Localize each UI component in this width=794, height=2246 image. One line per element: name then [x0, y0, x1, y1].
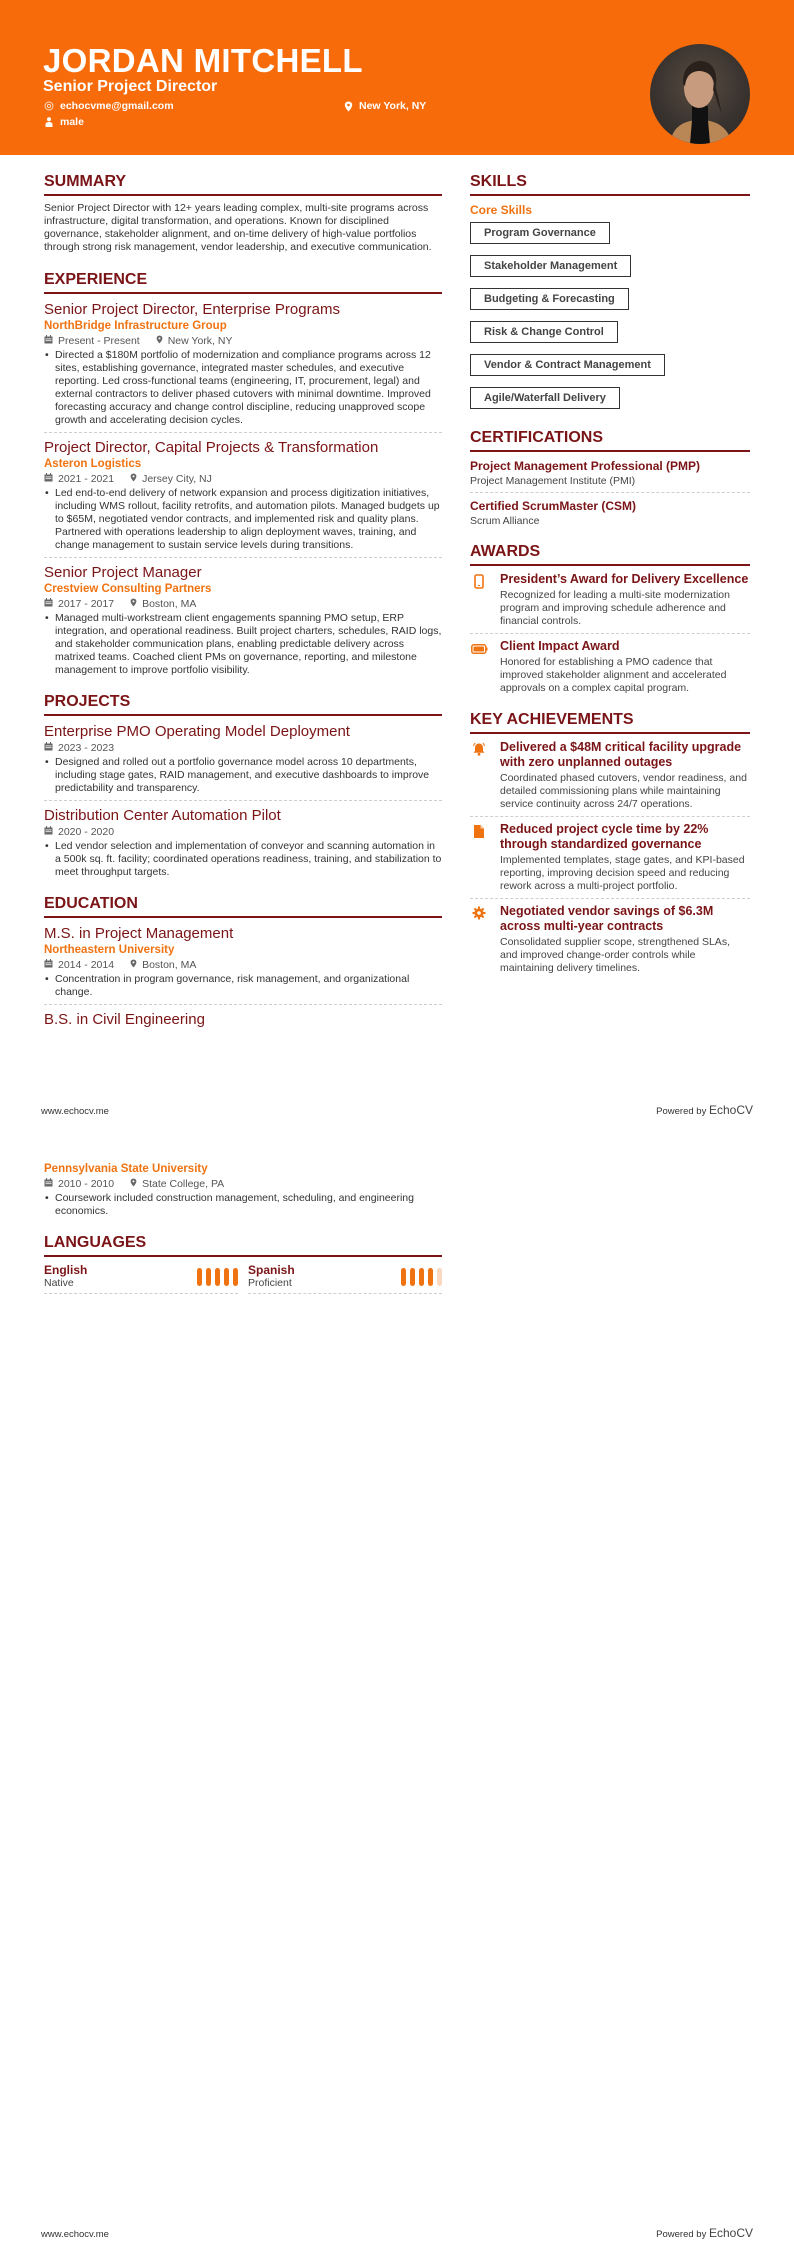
certifications-section	[470, 428, 750, 532]
achievement-item	[470, 904, 750, 980]
education-meta	[44, 1178, 442, 1191]
education-entry	[44, 924, 442, 1005]
project-entry	[44, 722, 442, 801]
school-name: Pennsylvania State University	[44, 1163, 208, 1175]
education-location: State College, PA	[142, 1178, 225, 1190]
company-name: Asteron Logistics	[44, 458, 142, 470]
footer-powered	[656, 1103, 753, 1117]
project-dates: 2020 - 2020	[58, 826, 115, 838]
project-meta	[44, 742, 442, 755]
bell-icon	[472, 742, 486, 811]
skill-tag: Vendor & Contract Management	[470, 354, 665, 376]
gender-text: male	[60, 116, 84, 128]
education-meta	[44, 959, 442, 972]
calendar-icon	[44, 826, 53, 839]
education-entry-continued	[44, 1162, 442, 1223]
resume-header	[0, 0, 794, 155]
calendar-icon	[44, 742, 53, 755]
school-name: Northeastern University	[44, 944, 175, 956]
award-item	[470, 572, 750, 634]
projects-section	[44, 692, 442, 884]
project-title: Distribution Center Automation Pilot	[44, 807, 281, 824]
left-column-continued	[44, 1162, 442, 1294]
award-description: Honored for establishing a PMO cadence that improved stakeholder alignment and accelerated approvals on a complex capital program.	[500, 656, 727, 694]
skills-group-title: Core Skills	[470, 203, 533, 217]
summary-section	[44, 172, 442, 254]
certification-item	[470, 458, 750, 493]
degree-title: B.S. in Civil Engineering	[44, 1011, 205, 1028]
achievement-item	[470, 740, 750, 817]
education-description: • Concentration in program governance, risk management, and organizational change.	[44, 973, 442, 999]
languages-heading: LANGUAGES	[44, 1233, 442, 1257]
job-meta	[44, 335, 442, 348]
page-footer	[41, 2226, 753, 2240]
summary-heading: SUMMARY	[44, 172, 442, 196]
contact-gender	[44, 115, 84, 129]
language-name: Spanish	[248, 1263, 295, 1277]
achievement-title: Delivered a $48M critical facility upgrade with zero unplanned outages	[500, 740, 742, 769]
certification-issuer: Scrum Alliance	[470, 515, 540, 527]
education-location: Boston, MA	[142, 959, 197, 971]
achievement-description: Implemented templates, stage gates, and KPI-based reporting, improving decision speed and reducing rework across a multi-project portfolio.	[500, 854, 745, 892]
skill-tag: Program Governance	[470, 222, 610, 244]
experience-entry	[44, 438, 442, 558]
achievements-heading: KEY ACHIEVEMENTS	[470, 710, 750, 734]
language-item	[44, 1263, 238, 1294]
experience-heading: EXPERIENCE	[44, 270, 442, 294]
job-title: Senior Project Manager	[44, 564, 202, 581]
proficiency-bar	[215, 1268, 220, 1286]
job-dates: 2021 - 2021	[58, 473, 115, 485]
map-pin-icon	[156, 335, 163, 348]
map-pin-icon	[343, 101, 353, 111]
language-proficiency-bars	[401, 1268, 442, 1286]
document-icon	[473, 824, 485, 893]
job-description: • Managed multi-workstream client engagements spanning PMO setup, ERP integration, and operational readiness. Built project charters, schedules, RAID logs, and stakeholder communication plans, enabling predictable delivery across matrixed teams. Coached client PMs on governance, reporting, and milestone management to improve portfolio visibility.	[44, 612, 442, 677]
email-text: echocvme@gmail.com	[60, 100, 174, 112]
project-meta	[44, 826, 442, 839]
proficiency-bar	[401, 1268, 406, 1286]
education-dates: 2014 - 2014	[58, 959, 115, 971]
achievement-title: Negotiated vendor savings of $6.3M across multi-year contracts	[500, 904, 714, 933]
contact-location	[343, 99, 426, 113]
page-footer	[41, 1103, 753, 1117]
experience-section	[44, 270, 442, 682]
project-description: • Designed and rolled out a portfolio governance model across 10 departments, including stage gates, RAID management, and executive dashboards to improve predictability and transparency.	[44, 756, 442, 795]
language-proficiency-bars	[197, 1268, 238, 1286]
job-description: • Led end-to-end delivery of network expansion and process digitization initiatives, including WMS rollout, facility retrofits, and automation pilots. Managed budgets up to $65M, negotiated vendor contracts, and implemented risk and quality plans. Partnered with operations leadership to align deployment waves, training, and change management to sustain service levels during transitions.	[44, 487, 442, 552]
proficiency-bar	[197, 1268, 202, 1286]
achievement-description: Consolidated supplier scope, strengthened SLAs, and improved change-order controls while maintaining delivery timelines.	[500, 936, 730, 974]
proficiency-bar	[419, 1268, 424, 1286]
education-heading: EDUCATION	[44, 894, 442, 918]
footer-brand: EchoCV	[708, 1103, 753, 1117]
job-location: Jersey City, NJ	[142, 473, 212, 485]
languages-section	[44, 1233, 442, 1294]
company-name: NorthBridge Infrastructure Group	[44, 320, 227, 332]
education-description: • Coursework included construction management, scheduling, and engineering economics.	[44, 1192, 442, 1218]
degree-title: M.S. in Project Management	[44, 925, 234, 942]
project-dates: 2023 - 2023	[58, 742, 115, 754]
projects-heading: PROJECTS	[44, 692, 442, 716]
at-icon	[44, 101, 54, 111]
language-item	[248, 1263, 442, 1294]
footer-brand: EchoCV	[708, 2226, 753, 2240]
skill-tag: Budgeting & Forecasting	[470, 288, 629, 310]
calendar-icon	[44, 473, 53, 486]
location-text: New York, NY	[359, 100, 427, 112]
job-dates: 2017 - 2017	[58, 598, 115, 610]
calendar-icon	[44, 598, 53, 611]
skill-tag: Stakeholder Management	[470, 255, 631, 277]
experience-entry	[44, 563, 442, 682]
candidate-name: JORDAN MITCHELL	[43, 42, 363, 79]
skill-tag: Agile/Waterfall Delivery	[470, 387, 620, 409]
left-column	[44, 172, 442, 1029]
skills-section	[470, 172, 750, 420]
mobile-phone-icon	[474, 574, 484, 628]
footer-powered	[656, 2226, 753, 2240]
job-meta	[44, 473, 442, 486]
language-level: Native	[44, 1277, 74, 1289]
footer-website[interactable]: www.echocv.me	[41, 2229, 109, 2240]
calendar-icon	[44, 335, 53, 348]
award-title: Client Impact Award	[500, 639, 620, 653]
job-location: Boston, MA	[142, 598, 197, 610]
certification-issuer: Project Management Institute (PMI)	[470, 475, 636, 487]
person-icon	[44, 117, 54, 127]
job-location: New York, NY	[167, 335, 233, 347]
footer-website[interactable]: www.echocv.me	[41, 1106, 109, 1117]
proficiency-bar-empty	[437, 1268, 442, 1286]
education-dates: 2010 - 2010	[58, 1178, 115, 1190]
award-description: Recognized for leading a multi-site modernization program and improving schedule adherence and financial controls.	[500, 589, 730, 627]
award-title: President’s Award for Delivery Excellence	[500, 572, 749, 586]
right-column	[470, 172, 750, 985]
job-description: • Directed a $180M portfolio of modernization and compliance programs across 12 sites, establishing governance, integrated master schedules, and executive reporting. Led cross-functional teams (engineering, IT, procurement, legal) and external contractors to deliver phased cutovers with minimal downtime. Improved forecasting accuracy and change control discipline, reducing unapproved scope growth and accelerating decision cycles.	[44, 349, 442, 427]
map-pin-icon	[130, 1178, 137, 1191]
achievement-description: Coordinated phased cutovers, vendor readiness, and detailed commissioning plans while maintaining service continuity across 24/7 operations.	[500, 772, 747, 810]
map-pin-icon	[130, 473, 137, 486]
proficiency-bar	[233, 1268, 238, 1286]
awards-heading: AWARDS	[470, 542, 750, 566]
proficiency-bar	[410, 1268, 415, 1286]
contact-email[interactable]	[44, 99, 174, 113]
summary-text: Senior Project Director with 12+ years leading complex, multi-site programs across infrastructure, digital transformation, and operations. Known for disciplined governance, stakeholder alignment, and on-time delivery of high-value portfolios through strong risk management, vendor leadership, and executive communication.	[44, 202, 432, 253]
proficiency-bar	[224, 1268, 229, 1286]
certifications-heading: CERTIFICATIONS	[470, 428, 750, 452]
skill-tag: Risk & Change Control	[470, 321, 618, 343]
certification-item	[470, 498, 750, 532]
calendar-icon	[44, 1178, 53, 1191]
avatar	[650, 44, 750, 144]
candidate-title: Senior Project Director	[43, 78, 218, 95]
achievement-item	[470, 822, 750, 899]
job-title: Project Director, Capital Projects & Transformation	[44, 439, 379, 456]
job-meta	[44, 598, 442, 611]
certification-name: Certified ScrumMaster (CSM)	[470, 499, 637, 513]
job-title: Senior Project Director, Enterprise Programs	[44, 301, 340, 318]
achievements-section	[470, 710, 750, 980]
gear-icon	[472, 906, 486, 975]
language-name: English	[44, 1263, 88, 1277]
proficiency-bar	[206, 1268, 211, 1286]
skills-heading: SKILLS	[470, 172, 750, 196]
company-name: Crestview Consulting Partners	[44, 583, 212, 595]
proficiency-bar	[428, 1268, 433, 1286]
award-item	[470, 639, 750, 700]
language-level: Proficient	[248, 1277, 292, 1289]
education-section	[44, 894, 442, 1029]
achievement-title: Reduced project cycle time by 22% through standardized governance	[500, 822, 709, 851]
calendar-icon	[44, 959, 53, 972]
experience-entry	[44, 300, 442, 433]
project-entry	[44, 806, 442, 884]
map-pin-icon	[130, 959, 137, 972]
awards-section	[470, 542, 750, 700]
job-dates: Present - Present	[58, 335, 140, 347]
project-title: Enterprise PMO Operating Model Deployment	[44, 723, 350, 740]
powered-by-label: Powered by	[656, 2229, 707, 2240]
certification-name: Project Management Professional (PMP)	[470, 459, 701, 473]
project-description: • Led vendor selection and implementation of conveyor and scanning automation in a 500k sq. ft. facility; coordinated operations readiness, training, and stabilization to meet throughput targets.	[44, 840, 442, 879]
powered-by-label: Powered by	[656, 1106, 707, 1117]
map-pin-icon	[130, 598, 137, 611]
battery-icon	[471, 641, 488, 695]
